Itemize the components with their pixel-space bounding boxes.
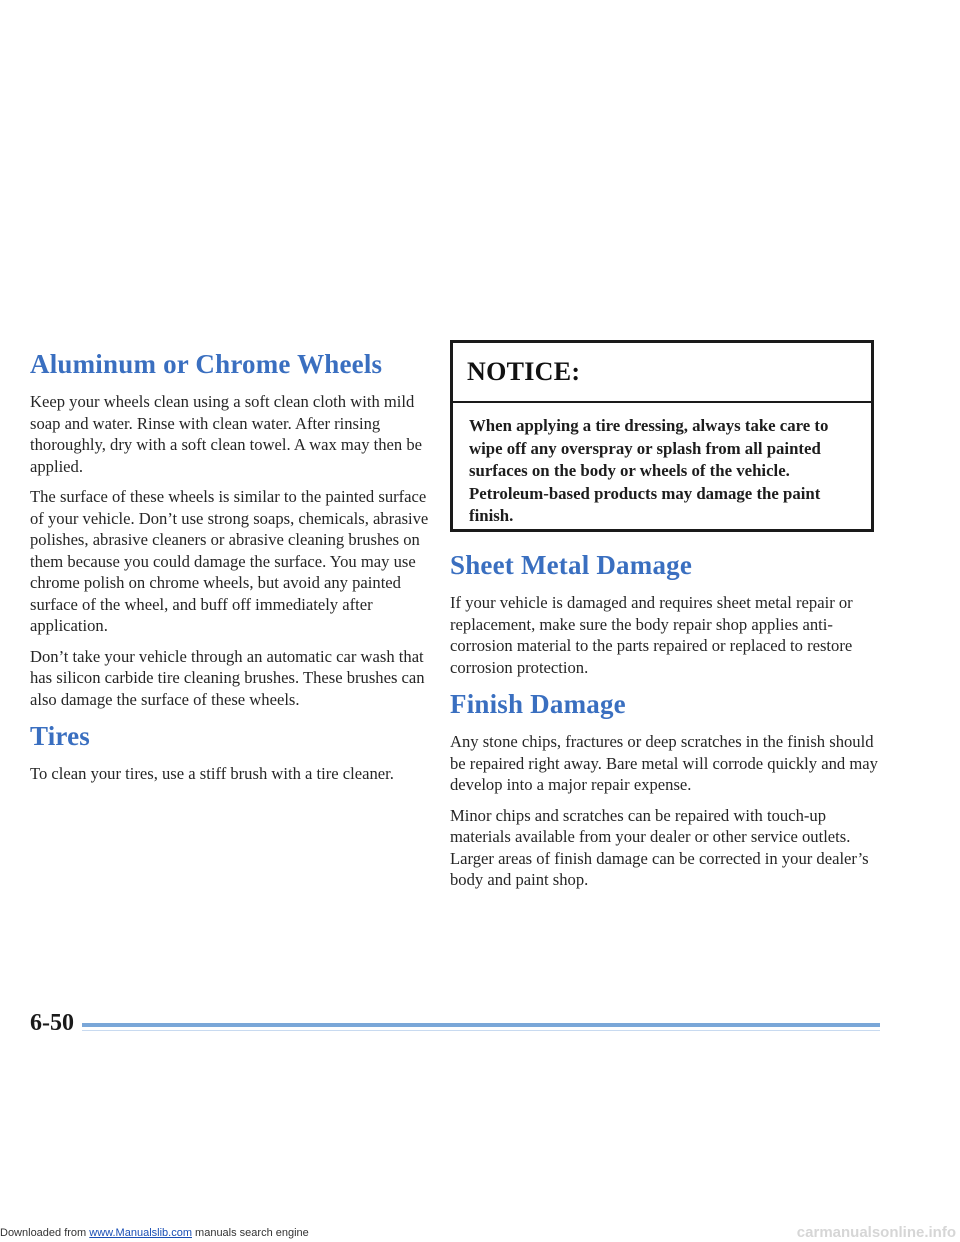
- page-number: 6-50: [30, 1010, 74, 1036]
- aluminum-wheels-paragraph-1: Keep your wheels clean using a soft clean cloth with mild soap and water. Rinse with clean water. After rinsing thoroughly, dry with a soft clean towel. A wax may then be applied.: [30, 392, 423, 476]
- notice-text: When applying a tire dressing, always take care to wipe off any overspray or splash from all painted surfaces on the body or wheels of the vehicle. Petroleum-based products may damage the paint finish.: [469, 416, 829, 525]
- right-column: [450, 548, 880, 891]
- finish-damage-paragraph-2: Minor chips and scratches can be repaired with touch-up materials available from your dealer or other service outlets. Larger areas of finish damage can be corrected in your dealer’s body and paint shop.: [450, 805, 869, 889]
- source-suffix: manuals search engine: [191, 1227, 309, 1239]
- footer-rule-thin: [82, 1030, 880, 1031]
- notice-box: [450, 340, 874, 532]
- left-column: [30, 347, 440, 785]
- page-footer: [30, 1010, 880, 1040]
- sheet-metal-damage-heading: Sheet Metal Damage: [450, 550, 693, 580]
- tires-heading: Tires: [30, 721, 91, 751]
- finish-damage-paragraph-1: Any stone chips, fractures or deep scratches in the finish should be repaired right away. Bare metal will corrode quickly and may develop into a major repair expense.: [450, 732, 878, 794]
- footer-rule: [82, 1023, 880, 1027]
- aluminum-wheels-heading: Aluminum or Chrome Wheels: [30, 349, 383, 379]
- manualslib-link[interactable]: www.Manualslib.com: [89, 1227, 192, 1239]
- finish-damage-heading: Finish Damage: [450, 689, 626, 719]
- watermark: carmanualsonline.info: [796, 1224, 956, 1241]
- aluminum-wheels-paragraph-2: The surface of these wheels is similar to the painted surface of your vehicle. Don’t use strong soaps, chemicals, abrasive polishes, abrasive cleaners or abrasive cleaning brushes on them because you could damage the surface. You may use chrome polish on chrome wheels, but avoid any painted surface of the wheel, and buff off immediately after application.: [30, 487, 429, 635]
- aluminum-wheels-paragraph-3: Don’t take your vehicle through an automatic car wash that has silicon carbide tire cleaning brushes. These brushes can also damage the surface of these wheels.: [30, 646, 425, 709]
- source-prefix: Downloaded from: [0, 1227, 90, 1239]
- notice-title: NOTICE:: [453, 343, 871, 403]
- tires-paragraph: To clean your tires, use a stiff brush with a tire cleaner.: [30, 764, 394, 783]
- sheet-metal-damage-paragraph: If your vehicle is damaged and requires sheet metal repair or replacement, make sure the body repair shop applies anti-corrosion material to the parts repaired or replaced to restore corrosion protection.: [450, 593, 853, 677]
- download-source-line: [0, 1227, 309, 1239]
